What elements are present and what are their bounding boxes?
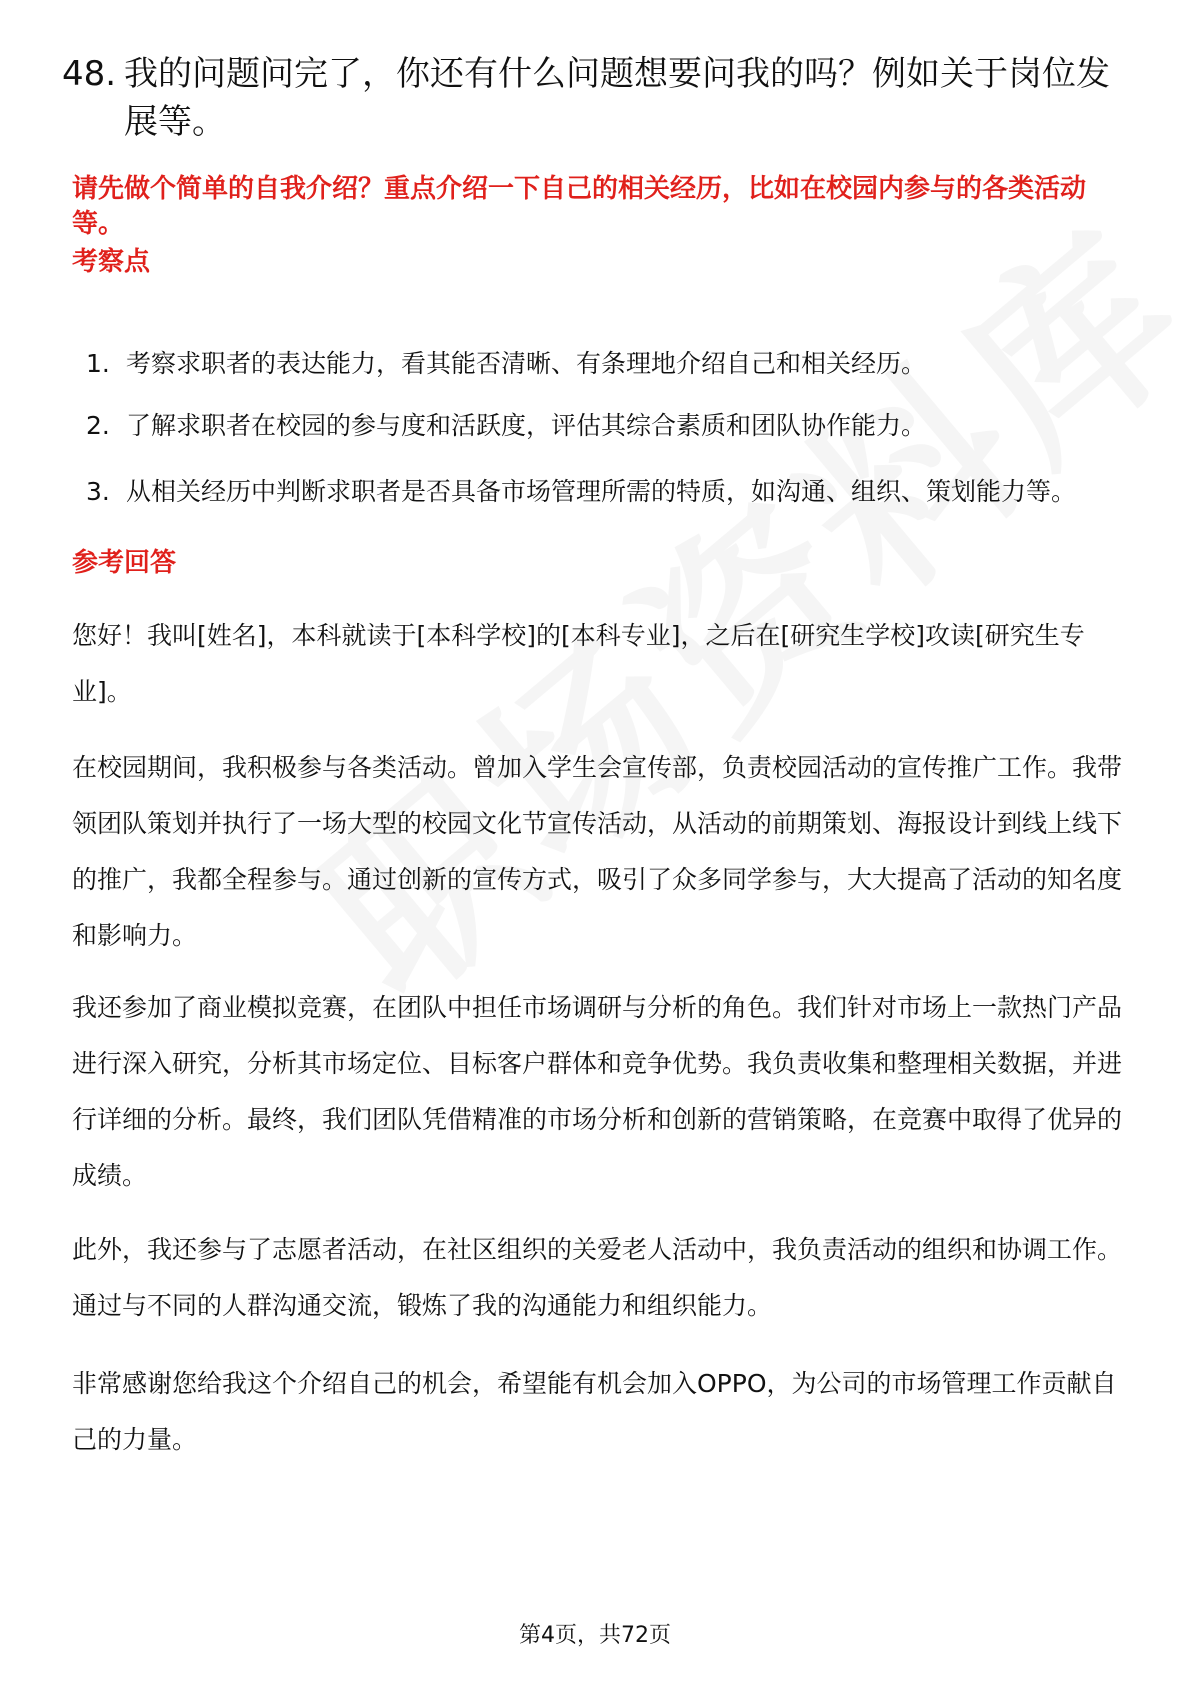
question-heading [62,50,1132,146]
list-item-index: 3. [86,477,110,506]
list-item-text: 考察求职者的表达能力，看其能否清晰、有条理地介绍自己和相关经历。 [126,349,927,378]
section-title-answer: 参考回答 [72,548,177,578]
points-list [86,338,1126,532]
list-item-index: 2. [86,411,110,440]
interview-question: 请先做个简单的自我介绍？重点介绍一下自己的相关经历，比如在校园内参与的各类活动等。 [72,174,1087,239]
answer-paragraph: 您好！我叫[姓名]，本科就读于[本科学校]的[本科专业]，之后在[研究生学校]攻读[研究生专业]。 [72,621,1085,706]
page-footer: 第4页，共72页 [519,1623,671,1648]
list-item [86,338,1126,390]
list-item [86,400,1126,452]
answer-paragraph: 此外，我还参与了志愿者活动，在社区组织的关爱老人活动中，我负责活动的组织和协调工作。通过与不同的人群沟通交流，锻炼了我的沟通能力和组织能力。 [72,1235,1123,1320]
question-text: 我的问题问完了，你还有什么问题想要问我的吗？例如关于岗位发展等。 [124,54,1110,142]
list-item-text: 了解求职者在校园的参与度和活跃度，评估其综合素质和团队协作能力。 [126,411,927,440]
list-item-index: 1. [86,349,110,378]
answer-paragraph: 我还参加了商业模拟竞赛，在团队中担任市场调研与分析的角色。我们针对市场上一款热门产品进行深入研究，分析其市场定位、目标客户群体和竞争优势。我负责收集和整理相关数据，并进行详细的分析。最终，我们团队凭借精准的市场分析和创新的营销策略，在竞赛中取得了优异的成绩。 [72,993,1123,1190]
question-number: 48. [62,54,117,94]
answer-paragraph: 在校园期间，我积极参与各类活动。曾加入学生会宣传部，负责校园活动的宣传推广工作。我带领团队策划并执行了一场大型的校园文化节宣传活动，从活动的前期策划、海报设计到线上线下的推广，我都全程参与。通过创新的宣传方式，吸引了众多同学参与，大大提高了活动的知名度和影响力。 [72,753,1123,950]
answer-paragraph: 非常感谢您给我这个介绍自己的机会，希望能有机会加入OPPO，为公司的市场管理工作贡献自己的力量。 [72,1369,1117,1454]
list-item-text: 从相关经历中判断求职者是否具备市场管理所需的特质，如沟通、组织、策划能力等。 [126,477,1077,506]
list-item [86,462,1126,522]
section-title-points: 考察点 [72,247,151,277]
